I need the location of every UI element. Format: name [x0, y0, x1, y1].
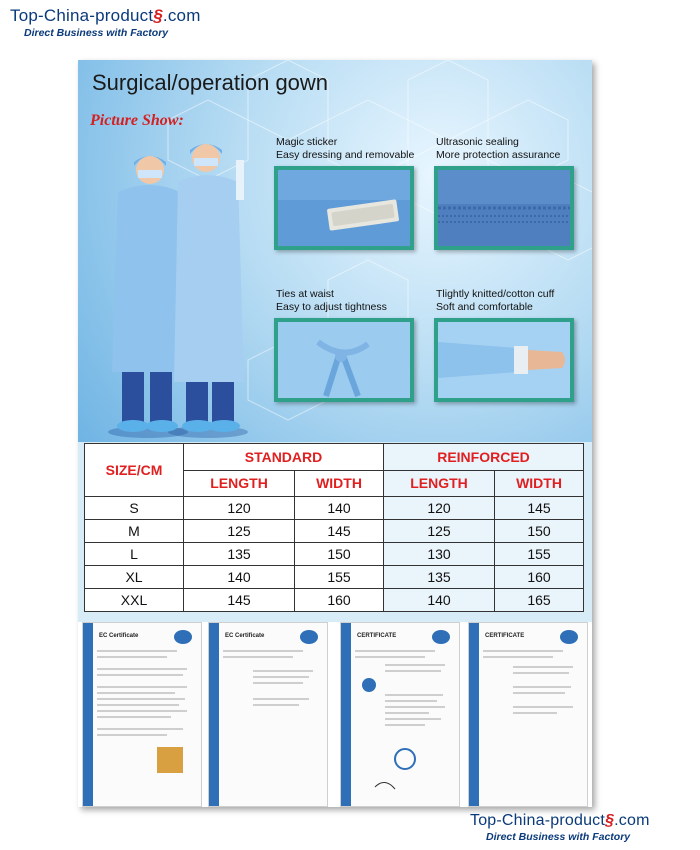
certificate-border — [341, 623, 351, 806]
standard-length-cell: 145 — [184, 589, 295, 612]
size-cell: XL — [85, 566, 184, 589]
standard-width-cell: 145 — [295, 520, 384, 543]
certificate-text-lines — [355, 647, 455, 797]
product-showcase — [78, 60, 592, 442]
size-cell: M — [85, 520, 184, 543]
reinforced-length-header: LENGTH — [383, 470, 494, 497]
brand-name — [470, 812, 650, 830]
certification-mark-icon — [299, 629, 319, 645]
standard-width-header: WIDTH — [295, 470, 384, 497]
reinforced-length-cell: 120 — [383, 497, 494, 520]
dragon-logo-icon: § — [153, 6, 163, 25]
size-chart-table — [84, 443, 584, 612]
size-header: SIZE/CM — [85, 444, 184, 497]
certificate-title: CERTIFICATE — [485, 633, 525, 639]
reinforced-header: REINFORCED — [383, 444, 583, 471]
ties-at-waist-photo — [274, 318, 414, 402]
certification-mark-icon — [173, 629, 193, 645]
reinforced-width-cell: 150 — [495, 520, 584, 543]
feature-caption-magic-sticker — [276, 136, 414, 162]
doctors-in-gowns-image — [88, 132, 258, 442]
standard-length-cell: 125 — [184, 520, 295, 543]
reinforced-length-cell: 125 — [383, 520, 494, 543]
size-cell: L — [85, 543, 184, 566]
standard-width-cell: 160 — [295, 589, 384, 612]
table-row — [85, 543, 584, 566]
certificate-1 — [82, 622, 202, 807]
certification-mark-icon — [431, 629, 451, 645]
standard-length-cell: 120 — [184, 497, 295, 520]
certificate-title: EC Certificate — [225, 633, 265, 639]
certificate-text-lines — [483, 647, 583, 797]
brand-tagline: Direct Business with Factory — [24, 27, 169, 39]
reinforced-width-cell: 145 — [495, 497, 584, 520]
reinforced-width-cell: 155 — [495, 543, 584, 566]
magic-sticker-photo — [274, 166, 414, 250]
feature-title: Ties at waist — [276, 288, 334, 300]
feature-subtitle: More protection assurance — [436, 149, 561, 161]
certificate-title: CERTIFICATE — [357, 633, 397, 639]
reinforced-width-cell: 160 — [495, 566, 584, 589]
standard-length-header: LENGTH — [184, 470, 295, 497]
standard-width-cell: 150 — [295, 543, 384, 566]
reinforced-width-header: WIDTH — [495, 470, 584, 497]
picture-show-heading: Picture Show: — [90, 112, 184, 129]
brand-suffix: .com — [614, 812, 650, 829]
certificate-2 — [208, 622, 328, 807]
feature-caption-ultrasonic-sealing — [436, 136, 560, 162]
product-sheet — [78, 60, 592, 807]
certificates-strip — [78, 622, 592, 807]
ultrasonic-sealing-photo — [434, 166, 574, 250]
page-title: Surgical/operation gown — [92, 70, 329, 95]
footer-logo[interactable] — [470, 812, 650, 843]
standard-length-cell: 135 — [184, 543, 295, 566]
standard-length-cell: 140 — [184, 566, 295, 589]
brand-suffix: .com — [162, 6, 201, 25]
table-row — [85, 589, 584, 612]
brand-tagline: Direct Business with Factory — [486, 831, 631, 843]
size-cell: XXL — [85, 589, 184, 612]
brand-prefix: Top-China-product — [10, 6, 154, 25]
brand-name — [10, 6, 201, 26]
feature-caption-knitted-cuff — [436, 288, 554, 314]
reinforced-length-cell: 135 — [383, 566, 494, 589]
knitted-cuff-photo — [434, 318, 574, 402]
reinforced-width-cell: 165 — [495, 589, 584, 612]
certificate-border — [209, 623, 219, 806]
brand-prefix: Top-China-product — [470, 812, 606, 829]
feature-title: Magic sticker — [276, 136, 338, 148]
standard-width-cell: 140 — [295, 497, 384, 520]
feature-title: Ultrasonic sealing — [436, 136, 519, 148]
certificate-3 — [340, 622, 460, 807]
header-logo[interactable] — [10, 6, 201, 39]
certificate-text-lines — [97, 647, 197, 797]
size-cell: S — [85, 497, 184, 520]
certification-mark-icon — [559, 629, 579, 645]
feature-title: Tlightly knitted/cotton cuff — [436, 288, 555, 300]
table-row — [85, 497, 584, 520]
certificate-text-lines — [223, 647, 323, 797]
table-row — [85, 566, 584, 589]
dragon-logo-icon: § — [605, 812, 615, 829]
reinforced-length-cell: 140 — [383, 589, 494, 612]
feature-subtitle: Soft and comfortable — [436, 301, 533, 313]
certificate-border — [83, 623, 93, 806]
certificate-title: EC Certificate — [99, 633, 139, 639]
certificate-border — [469, 623, 479, 806]
table-header-row — [85, 444, 584, 471]
reinforced-length-cell: 130 — [383, 543, 494, 566]
feature-caption-ties-at-waist — [276, 288, 387, 314]
table-row — [85, 520, 584, 543]
certificate-4 — [468, 622, 588, 807]
standard-header: STANDARD — [184, 444, 384, 471]
feature-subtitle: Easy dressing and removable — [276, 149, 415, 161]
standard-width-cell: 155 — [295, 566, 384, 589]
feature-subtitle: Easy to adjust tightness — [276, 301, 387, 313]
